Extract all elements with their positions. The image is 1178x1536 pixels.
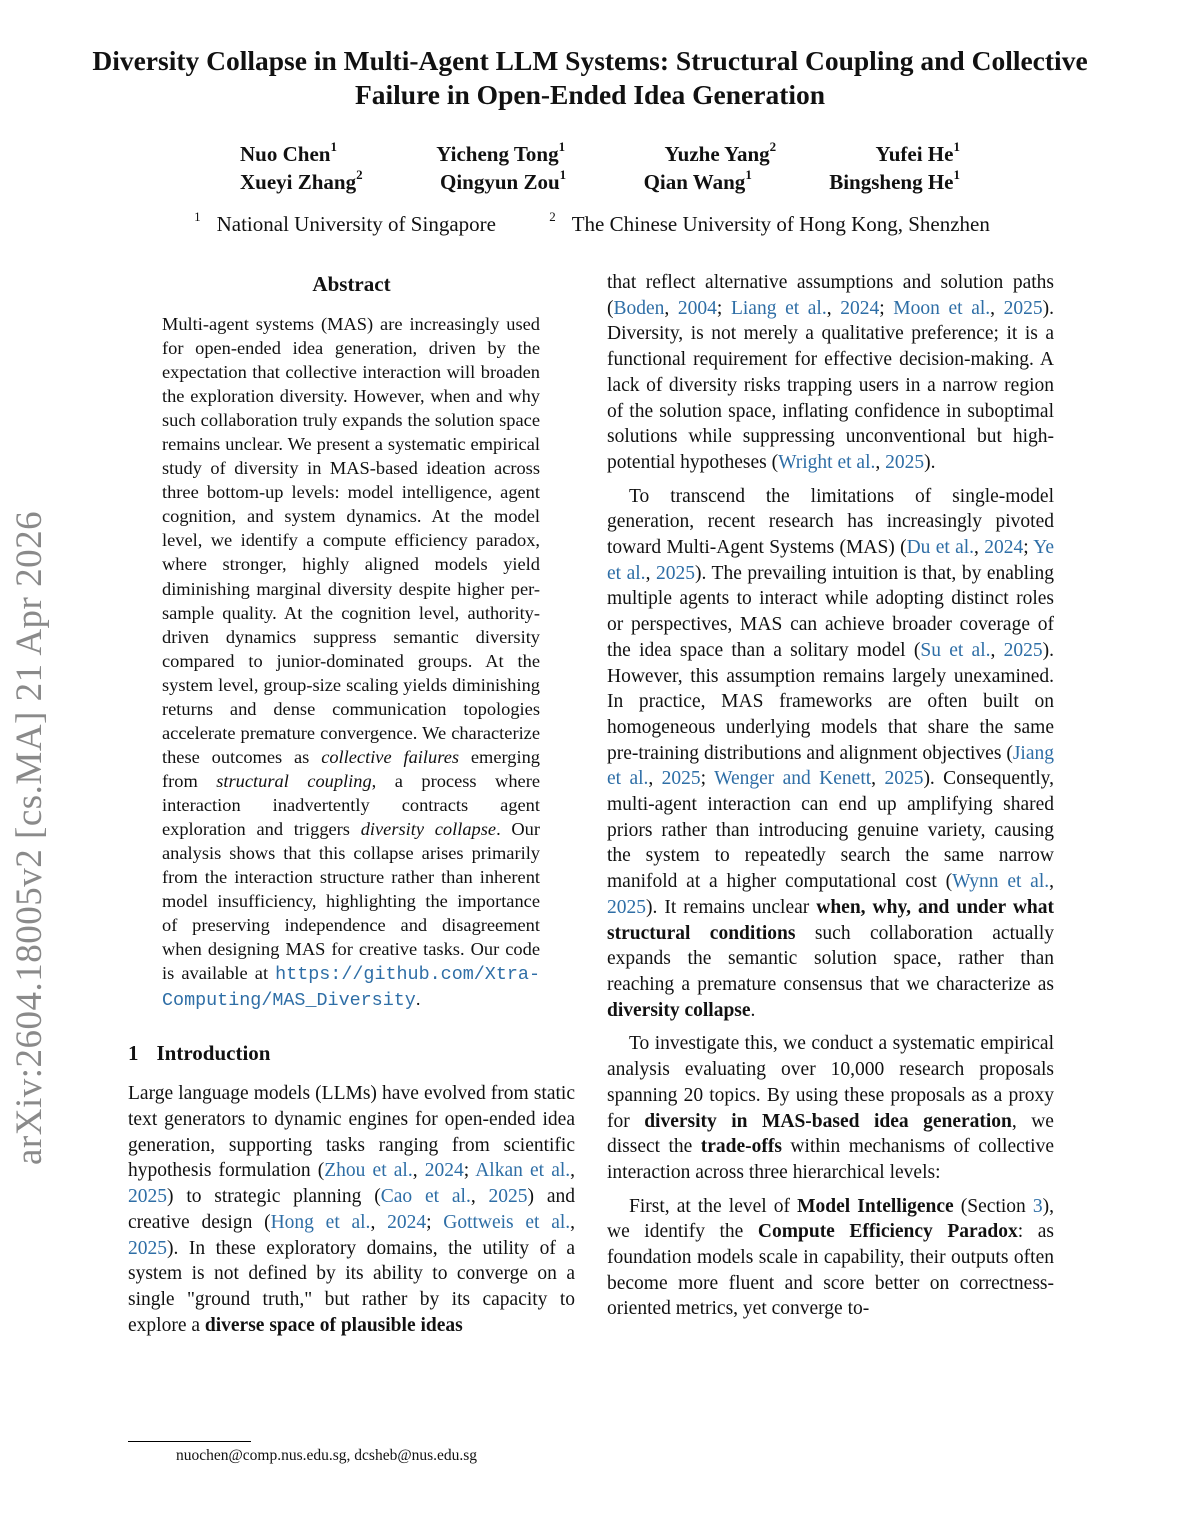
author: Yicheng Tong$^1$ bbox=[436, 139, 566, 166]
citation[interactable]: Boden bbox=[613, 297, 665, 319]
abstract-body: Multi-agent systems (MAS) are increasingly used for open-ended idea generation, driven by the expectation that collective interaction will broaden the exploration diversity. However, when and why such collaboration truly expands the solution space remains unclear. We present a systematic empirical study of diversity in MAS-based ideation across three bottom-up levels: model intelligence, agent cognition, and system dynamics. At the model level, we identify a compute efficiency paradox, where stronger, highly aligned models yield diminishing marginal diversity despite higher per-sample quality. At the cognition level, authority-driven dynamics suppress semantic diversity compared to junior-dominated groups. At the system level, group-size scaling yields diminishing returns and dense communication topologies accelerate premature convergence. We characterize these outcomes as collective failures emerging from structural coupling, a process where interaction inadvertently contracts agent exploration and triggers diversity collapse. Our analysis shows that this collapse arises primarily from the interaction structure rather than inherent model insufficiency, highlighting the importance of preserving independence and disagreement when designing MAS for creative tasks. Our code is available at https://github.com/Xtra-Computing/MAS_Diversity. bbox=[162, 314, 540, 1012]
citation[interactable]: Du et al. bbox=[906, 537, 975, 559]
affiliations bbox=[100, 210, 1100, 238]
citation[interactable]: Moon et al. bbox=[893, 297, 991, 319]
author: Yufei He$^1$ bbox=[875, 139, 960, 166]
citation[interactable]: Alkan et al. bbox=[475, 1160, 571, 1182]
author-row-2 bbox=[240, 168, 960, 196]
citation[interactable]: 2025 bbox=[885, 451, 925, 473]
citation[interactable]: Wynn et al. bbox=[952, 871, 1050, 893]
citation[interactable]: 2024 bbox=[840, 297, 880, 319]
citation[interactable]: 2025 bbox=[661, 768, 701, 790]
citation[interactable]: 2025 bbox=[1003, 297, 1043, 319]
citation[interactable]: 2025 bbox=[488, 1186, 528, 1208]
author-list bbox=[240, 140, 960, 196]
author: Bingsheng He$^1$ bbox=[829, 167, 960, 194]
citation[interactable]: Jiang et al. bbox=[607, 742, 1054, 790]
author: Qingyun Zou$^1$ bbox=[440, 167, 567, 194]
left-column bbox=[128, 270, 575, 1346]
citation[interactable]: Ye et al. bbox=[607, 537, 1055, 584]
citation[interactable]: Hong et al. bbox=[270, 1211, 371, 1233]
citation[interactable]: 2024 bbox=[984, 537, 1024, 559]
citation[interactable]: 2024 bbox=[387, 1211, 427, 1233]
citation[interactable]: Wright et al. bbox=[778, 451, 876, 473]
author: Xueyi Zhang$^2$ bbox=[240, 167, 363, 194]
author-row-1 bbox=[240, 140, 960, 168]
section-heading-introduction: 1 Introduction bbox=[128, 1041, 271, 1066]
footnote-divider bbox=[128, 1441, 251, 1442]
citation[interactable]: 2025 bbox=[607, 896, 646, 918]
paper-title: Diversity Collapse in Multi-Agent LLM Systems: Structural Coupling and Collective Failure in Open-Ended Idea Generation bbox=[92, 45, 1088, 110]
citation[interactable]: 2025 bbox=[884, 768, 924, 790]
citation[interactable]: Zhou et al. bbox=[324, 1160, 413, 1182]
affiliation: $^2$ The Chinese University of Hong Kong, Shenzhen bbox=[549, 209, 990, 236]
citation[interactable]: 2004 bbox=[677, 297, 717, 319]
intro-paragraph-1-continued: that reflect alternative assumptions and solution paths (Boden, 2004; Liang et al., 2024; Moon et al., 2025). Diversity, is not merely a qualitative preference; it is a functional requirement for effective decision-making. A lack of diversity risks trapping users in a narrow region of the solution space, inflating confidence in suboptimal solutions while suppressing unconventional but high-potential hypotheses (Wright et al., 2025). bbox=[607, 272, 1055, 473]
intro-paragraph-2: To transcend the limitations of single-model generation, recent research has increasingly pivoted toward Multi-Agent Systems (MAS) (Du et al., 2024; Ye et al., 2025). The prevailing intuition is that, by enabling multiple agents to interact while adopting distinct roles or perspectives, MAS can achieve broader coverage of the idea space than a solitary model (Su et al., 2025). However, this assumption remains largely unexamined. In practice, MAS frameworks are often built on homogeneous underlying models that share the same pre-training distributions and alignment objectives (Jiang et al., 2025; Wenger and Kenett, 2025). Consequently, multi-agent interaction can end up amplifying shared priors rather than introducing genuine variety, causing the system to repeatedly search the same narrow manifold at a higher computational cost (Wynn et al., 2025). It remains unclear when, why, and under what structural conditions such collaboration actually expands the semantic solution space, rather than reaching a premature consensus that we characterize as diversity collapse. bbox=[607, 485, 1055, 1021]
citation[interactable]: 2025 bbox=[655, 562, 695, 584]
author: Yuzhe Yang$^2$ bbox=[664, 139, 777, 166]
section-reference[interactable]: 3 bbox=[1032, 1195, 1043, 1217]
intro-paragraph-1: Large language models (LLMs) have evolved from static text generators to dynamic engines for open-ended idea generation, supporting tasks ranging from scientific hypothesis formulation (Zhou et al., 2024; Alkan et al., 2025) to strategic planning (Cao et al., 2025) and creative design (Hong et al., 2024; Gottweis et al., 2025). In these exploratory domains, the utility of a system is not defined by its ability to converge on a single "ground truth," but rather by its capacity to explore a diverse space of plausible ideas bbox=[128, 1083, 576, 1336]
citation[interactable]: Liang et al. bbox=[730, 297, 827, 319]
citation[interactable]: Su et al. bbox=[920, 639, 991, 661]
citation[interactable]: Cao et al. bbox=[380, 1186, 471, 1208]
abstract-heading: Abstract bbox=[312, 272, 391, 296]
citation[interactable]: Wenger and Kenett bbox=[714, 768, 872, 790]
author: Qian Wang$^1$ bbox=[643, 167, 752, 194]
citation[interactable]: 2025 bbox=[128, 1237, 167, 1259]
citation[interactable]: 2025 bbox=[128, 1186, 167, 1208]
intro-paragraph-4: First, at the level of Model Intelligence (Section 3), we identify the Compute Efficiency Paradox: as foundation models scale in capability, their outputs often become more fluent and score better on correctness-oriented metrics, yet converge to- bbox=[607, 1195, 1055, 1320]
author: Nuo Chen$^1$ bbox=[240, 139, 337, 166]
footnote-emails: nuochen@comp.nus.edu.sg, dcsheb@nus.edu.sg bbox=[176, 1447, 478, 1464]
arxiv-identifier-stamp: arXiv:2604.18005v2 [cs.MA] 21 Apr 2026 bbox=[9, 510, 50, 1165]
citation[interactable]: 2025 bbox=[1003, 639, 1043, 661]
code-repository-link[interactable]: https://github.com/Xtra-Computing/MAS_Diversity bbox=[162, 964, 540, 1012]
citation[interactable]: Gottweis et al. bbox=[443, 1211, 571, 1233]
intro-paragraph-3: To investigate this, we conduct a systematic empirical analysis evaluating over 10,000 research proposals spanning 20 topics. By using these proposals as a proxy for diversity in MAS-based idea generation, we dissect the trade-offs within mechanisms of collective interaction across three hierarchical levels: bbox=[607, 1033, 1054, 1183]
right-column bbox=[607, 270, 1054, 1330]
affiliation: $^1$ National University of Singapore bbox=[194, 209, 496, 236]
citation[interactable]: 2024 bbox=[424, 1160, 464, 1182]
